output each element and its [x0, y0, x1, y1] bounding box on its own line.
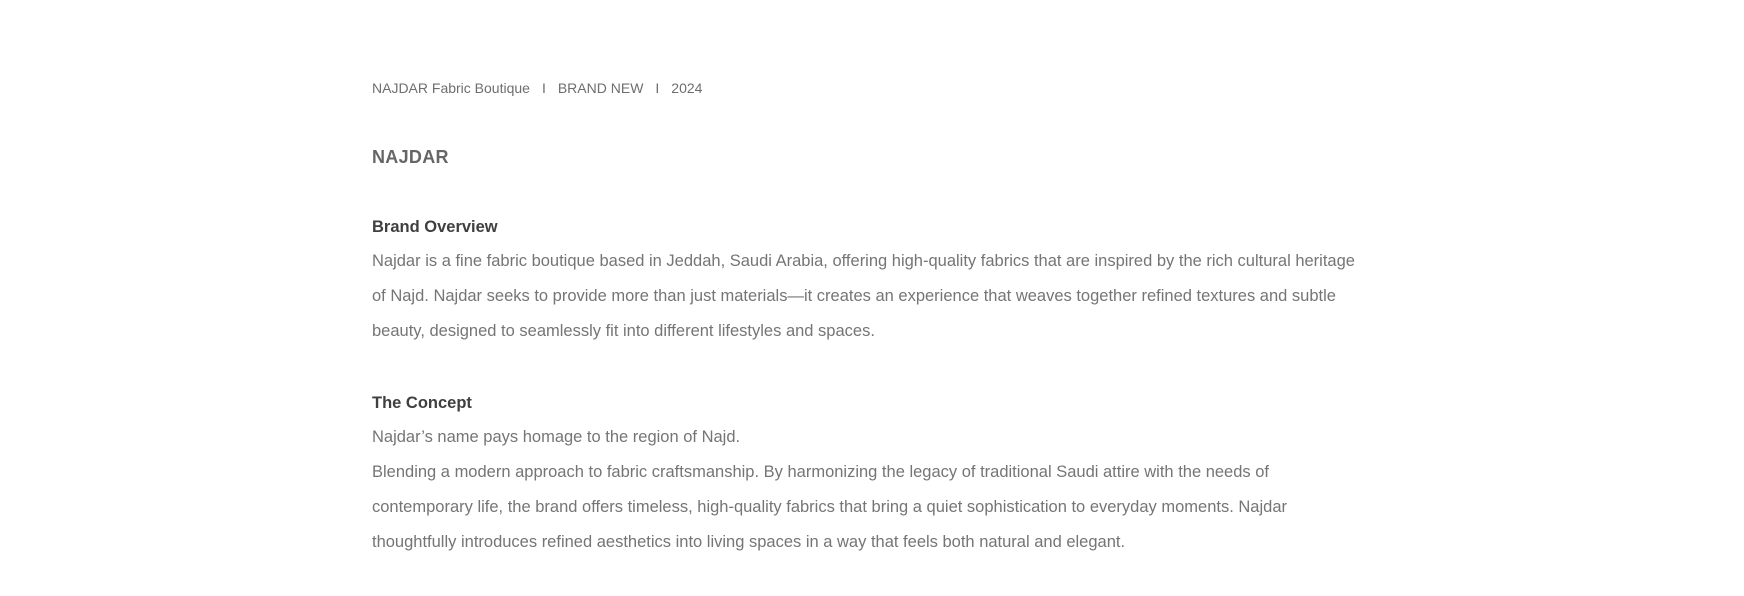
section-body [372, 244, 1372, 349]
paragraph: Najdar is a fine fabric boutique based in Jeddah, Saudi Arabia, offering high-quality fabrics that are inspired by the rich cultural heritage of Najd. Najdar seeks to provide more than just materials—it creates an experience that weaves together refined textures and subtle beauty, designed to seamlessly fit into different lifestyles and spaces. [372, 252, 1355, 340]
section-heading: The Concept [372, 394, 472, 412]
page-title: NAJDAR [372, 147, 449, 167]
meta-separator: I [541, 80, 546, 96]
project-meta [372, 80, 702, 96]
paragraph: Blending a modern approach to fabric craftsmanship. By harmonizing the legacy of traditional Saudi attire with the needs of contemporary life, the brand offers timeless, high-quality fabrics that bring a quiet sophistication to everyday moments. Najdar thoughtfully introduces refined aesthetics into living spaces in a way that feels both natural and elegant. [372, 463, 1287, 551]
section-the-concept [372, 393, 1372, 560]
brand-label: NAJDAR Fabric Boutique [372, 80, 530, 96]
project-year: 2024 [671, 80, 703, 96]
meta-separator: I [655, 80, 660, 96]
paragraph: Najdar’s name pays homage to the region of Najd. [372, 428, 741, 446]
section-heading: Brand Overview [372, 218, 498, 236]
section-brand-overview [372, 217, 1372, 349]
project-tag: BRAND NEW [557, 80, 644, 96]
section-body [372, 420, 1372, 560]
